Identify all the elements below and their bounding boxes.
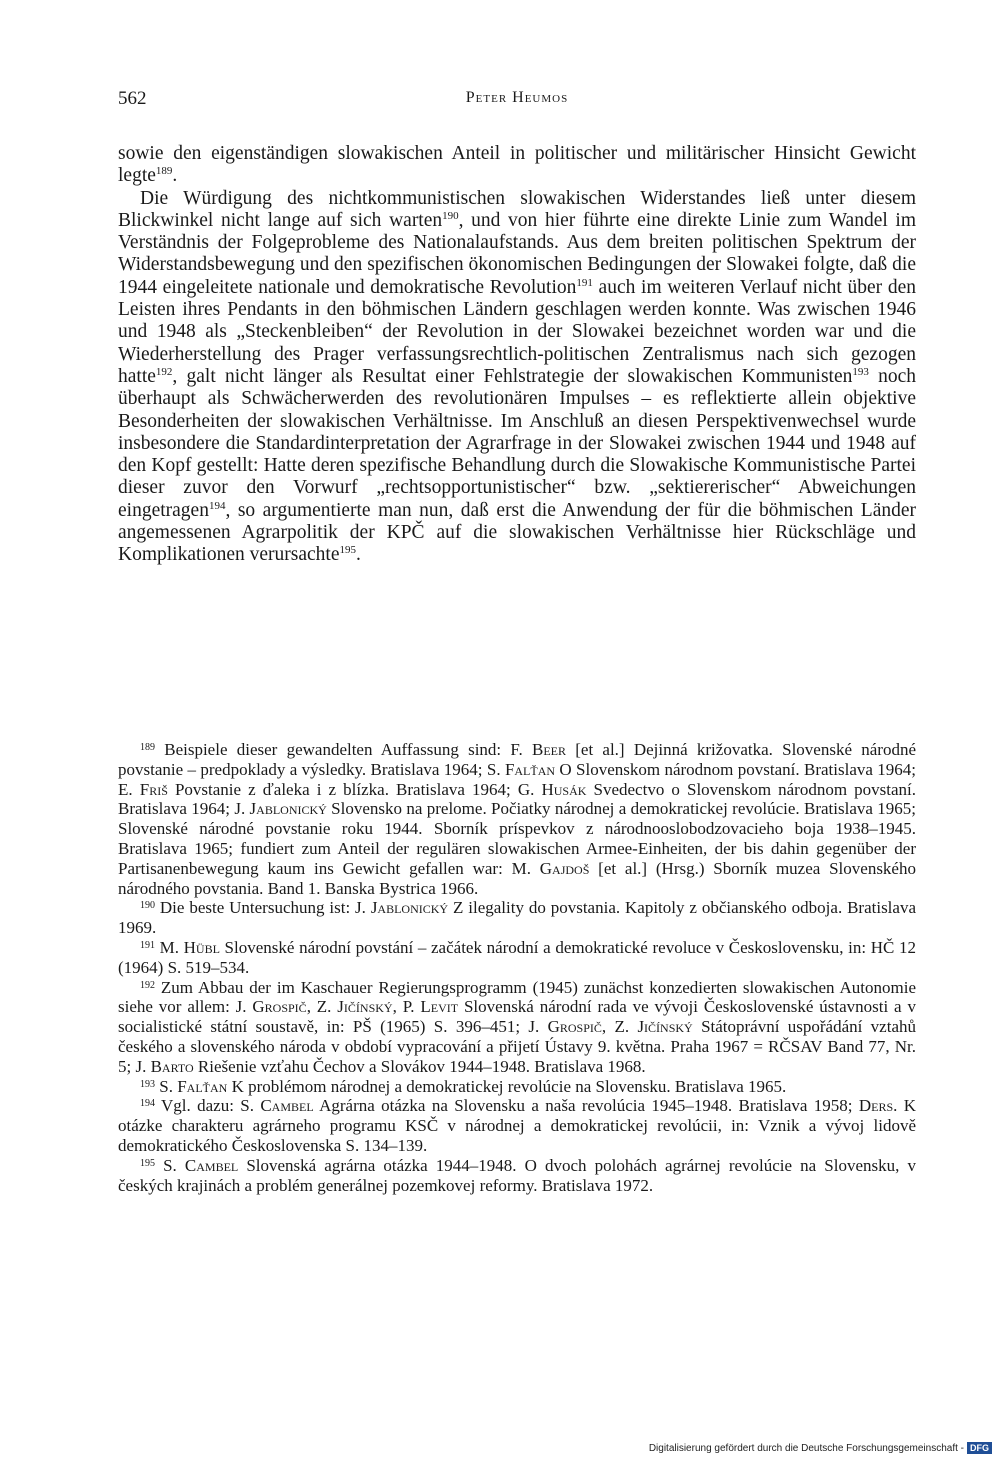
text-run: , P.	[392, 997, 421, 1017]
author-name: Falťan	[177, 1076, 228, 1096]
author-name: Grospič	[252, 997, 307, 1017]
footnote	[118, 740, 916, 898]
author-name: Barto	[150, 1056, 194, 1076]
page-number: 562	[118, 88, 147, 109]
text-run: Vgl. dazu: S.	[155, 1096, 261, 1116]
text-run: Státoprávní uspořádání vztahů českého a slovenského národa v období vypracování a přijetí Ústavy 9. května. Praha 1967 = RČSAV Band 77, Nr. 5; J.	[118, 1017, 916, 1076]
text-run: Riešenie vzťahu Čechov a Slovákov 1944–1948. Bratislava 1968.	[193, 1056, 646, 1076]
text-run: Slovensko na prelome. Počiatky národnej a demokratickej revolúcie. Bratislava 1965; Slovenské národné povstanie roku 1944. Sborník príspevkov z národnooslobodzovacieho boja 1938–1945. Bratislava 1965; fundiert zum Anteil der regulären slowakischen Armee-Einheiten, der bis dahin gegenüber der Partisanenbewegung kaum ins Gewicht gefallen war: M.	[118, 799, 916, 878]
text-run: sowie den eigenständigen slowakischen Anteil in politischer und militärischer Hinsicht Gewicht legte	[118, 143, 916, 187]
dfg-logo: DFG	[967, 1442, 992, 1454]
body-text	[118, 143, 916, 567]
text-run: O Slovenskom národnom povstaní. Bratislava 1964; E.	[118, 759, 916, 799]
text-run: [et al.] Dejinná križovatka. Slovenské národné povstanie – predpoklady a výsledky. Bratislava 1964; S.	[118, 740, 916, 779]
footnote	[118, 1156, 916, 1196]
text-run: Die Würdigung des nichtkommunistischen slowakischen Widerstandes ließ unter diesem Blickwinkel nicht lange auf sich warten	[118, 187, 916, 231]
text-run: Die beste Untersuchung ist: J.	[155, 898, 371, 918]
author-name: Cambel	[184, 1155, 239, 1175]
text-run: Agrárna otázka na Slovensku a naša revolúcia 1945–1948. Bratislava 1958;	[313, 1096, 859, 1116]
text-run: Zum Abbau der im Kaschauer Regierungsprogramm (1945) zunächst konzedierten slowakischen Autonomie siehe vor allem: J.	[118, 977, 916, 1017]
running-head: Peter Heumos	[465, 89, 569, 106]
text-run: Svedectvo o Slovenskom národnom povstaní. Bratislava 1964; J.	[118, 779, 917, 819]
footnote	[118, 1096, 916, 1155]
footnote-ref: 192	[140, 979, 155, 991]
author-name: Falťan	[504, 759, 556, 779]
text-run: Beispiele dieser gewandelten Auffassung sind: F.	[155, 740, 532, 759]
text-run: , so argumentierte man nun, daß erst die Anwendung der für die böhmischen Länder angemessenen Agrarpolitik der KPČ auf die slowakischen Verhältnisse hier Rückschläge und Komplikationen verursachte	[118, 499, 916, 566]
text-run: S.	[155, 1155, 185, 1175]
text-run: M.	[155, 937, 184, 957]
text-run: , galt nicht länger als Resultat einer Fehlstrategie der slowakischen Kommunisten	[172, 365, 853, 387]
footnote-ref: 190	[140, 900, 155, 912]
footnote-ref: 189	[155, 165, 173, 178]
author-name: Jičínský	[337, 997, 393, 1017]
digitization-footer	[649, 1442, 992, 1454]
text-run: .	[355, 544, 361, 566]
footnote-ref: 194	[208, 499, 226, 512]
author-name: Ders.	[858, 1096, 898, 1116]
footnote-ref: 191	[576, 276, 593, 289]
author-name: Jičínský	[637, 1017, 693, 1037]
body-paragraph	[118, 143, 916, 188]
text-run: Z ilegality do povstania. Kapitoly z občianského odboja. Bratislava 1969.	[118, 898, 916, 938]
text-run: S.	[155, 1076, 178, 1096]
footnote-ref: 191	[140, 939, 155, 951]
page-header	[118, 88, 916, 118]
author-name: Beer	[531, 740, 566, 759]
body-paragraph	[118, 188, 916, 567]
footnote-ref: 193	[140, 1078, 155, 1090]
digitization-note: Digitalisierung gefördert durch die Deutsche Forschungsgemeinschaft -	[648, 1442, 964, 1454]
text-run: K problémom národnej a demokratickej revolúcie na Slovensku. Bratislava 1965.	[227, 1076, 787, 1096]
footnote	[118, 898, 916, 938]
author-name: Levit	[420, 997, 459, 1017]
text-run: Slovenská agrárna otázka 1944–1948. O dvoch polohách agrárnej revolúcie na Slovensku, v českých krajinách a problém generálnej pozemkovej reformy. Bratislava 1972.	[118, 1155, 916, 1195]
author-name: Gajdoš	[539, 858, 590, 878]
text-run: , und von hier führte eine direkte Linie zum Wandel im Verständnis der Folgeprobleme des Nationalaufstands. Aus dem breiten politischen Spektrum der Widerstandsbewegung und den spezifischen ökonomischen Bedingungen der Slowakei folgte, daß die 1944 eingeleitete nationale und demokratische Revolution	[118, 209, 916, 298]
text-run: [et al.] (Hrsg.) Sborník muzea Slovenského národného povstania. Band 1. Banska Bystrica 1966.	[118, 858, 916, 898]
author-name: Hübl	[183, 937, 220, 957]
author-name: Grospič	[547, 1017, 602, 1037]
footnote-ref: 190	[442, 209, 459, 222]
footnote-ref: 192	[155, 365, 173, 378]
text-run: auch im weiteren Verlauf nicht über den Leisten ihres Pendants in den böhmischen Ländern geschlagen werden konnte. Was zwischen 1946 und 1948 als „Steckenbleiben“ der Revolution in der Slowakei bezeichnet worden war und die Wiederherstellung des Prager verfassungsrechtlich-politischen Zentralismus nach sich gezogen hatte	[118, 276, 917, 387]
author-name: Jablonický	[249, 799, 327, 819]
text-run: Slovenská národní rada ve vývoji Československé ústavnosti a v socialistické státní soustavě, in: PŠ (1965) S. 396–451; J.	[118, 997, 916, 1037]
footnote	[118, 1077, 916, 1097]
footnote-ref: 189	[140, 742, 155, 753]
footnote	[118, 938, 916, 978]
footnote-ref: 195	[339, 544, 356, 557]
footnote-ref: 194	[140, 1098, 155, 1110]
author-name: Jablonický	[370, 898, 449, 918]
footnote-ref: 193	[852, 365, 869, 378]
text-run: K otázke charakteru agrárneho programu KSČ v národnej a demokratickej revolúcii, in: Vznik a vývoj lidově demokratického Československa S. 134–139.	[118, 1096, 917, 1155]
author-name: Cambel	[260, 1096, 314, 1116]
text-run: , Z.	[306, 997, 338, 1017]
footnote-ref: 195	[140, 1157, 155, 1169]
author-name: Friš	[139, 779, 168, 799]
text-run: , Z.	[601, 1017, 638, 1037]
text-run: .	[172, 165, 178, 187]
footnote	[118, 978, 916, 1077]
author-name: Husák	[541, 779, 587, 799]
footnotes	[118, 740, 916, 1195]
text-run: noch überhaupt als Schwächerwerden des revolutionären Impulses – es reflektierte allein objektive Besonderheiten der slowakischen Verhältnisse. Im Anschluß an diesen Perspektivenwechsel wurde insbesondere die Standardinterpretation der Agrarfrage in der Slowakei zwischen 1944 und 1948 auf den Kopf gestellt: Hatte deren spezifische Behandlung durch die Slowakische Kommunistische Partei dieser zuvor den Vorwurf „rechtsopportunistischer“ bzw. „sektiererischer“ Abweichungen eingetragen	[118, 365, 917, 521]
text-run: Povstanie z ďaleka i z blízka. Bratislava 1964; G.	[167, 779, 542, 799]
text-run: Slovenské národní povstání – začátek národní a demokratické revoluce v Československu, in: HČ 12 (1964) S. 519–534.	[118, 937, 916, 977]
